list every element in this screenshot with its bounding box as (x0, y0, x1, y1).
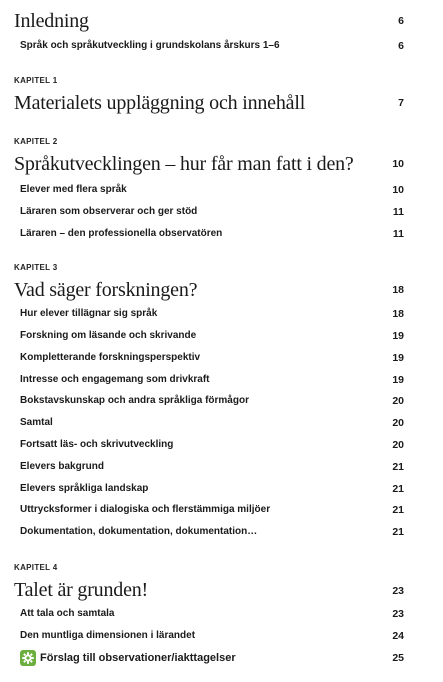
toc-entry-page: 23 (392, 608, 404, 620)
toc-entry: Uttrycksformer i dialogiska och flerstämmiga miljöer (20, 504, 271, 515)
toc-entry: Samtal (20, 417, 53, 428)
toc-entry-page: 19 (392, 352, 404, 364)
toc-entry: Intresse och engagemang som drivkraft (20, 374, 210, 385)
chapter-4-kicker: KAPITEL 4 (14, 563, 58, 572)
toc-entry: Språk och språkutveckling i grundskolans årskurs 1–6 (20, 40, 280, 51)
toc-entry: Dokumentation, dokumentation, dokumentation… (20, 526, 258, 537)
chapter-4-title: Talet är grunden! (14, 579, 149, 601)
toc-entry-page: 20 (392, 439, 404, 451)
toc-entry: Den muntliga dimensionen i lärandet (20, 630, 196, 641)
toc-entry: Förslag till observationer/iakttagelser (40, 652, 236, 664)
toc-entry: Elever med flera språk (20, 184, 127, 195)
toc-entry-page: 11 (392, 206, 404, 218)
toc-entry: Fortsatt läs- och skrivutveckling (20, 439, 174, 450)
chapter-2-page: 10 (392, 158, 404, 170)
chapter-3-title: Vad säger forskningen? (14, 279, 198, 301)
gear-icon-glyph (20, 650, 36, 666)
chapter-3-page: 18 (392, 284, 404, 296)
toc-entry-page: 24 (392, 630, 404, 642)
toc-entry: Läraren – den professionella observatören (20, 228, 223, 239)
toc-entry: Läraren som observerar och ger stöd (20, 206, 198, 217)
toc-entry: Elevers bakgrund (20, 461, 104, 472)
toc-entry: Forskning om läsande och skrivande (20, 330, 197, 341)
chapter-1-kicker: KAPITEL 1 (14, 76, 58, 85)
toc-entry-page: 25 (392, 652, 404, 664)
toc-entry-page: 6 (398, 40, 404, 52)
gear-icon (20, 650, 36, 666)
toc-entry-page: 21 (392, 526, 404, 538)
toc-entry-page: 20 (392, 395, 404, 407)
chapter-1-page: 7 (398, 97, 404, 109)
intro-title: Inledning (14, 10, 89, 32)
toc-entry-page: 21 (392, 461, 404, 473)
toc-entry: Hur elever tillägnar sig språk (20, 308, 158, 319)
toc-entry: Kompletterande forskningsperspektiv (20, 352, 201, 363)
toc-entry-page: 21 (392, 483, 404, 495)
toc-entry-page: 19 (392, 374, 404, 386)
chapter-2-title: Språkutvecklingen – hur får man fatt i den? (14, 153, 354, 175)
chapter-4-page: 23 (392, 585, 404, 597)
toc-entry-page: 21 (392, 504, 404, 516)
toc-entry-page: 11 (392, 228, 404, 240)
chapter-3-kicker: KAPITEL 3 (14, 263, 58, 272)
chapter-2-kicker: KAPITEL 2 (14, 137, 58, 146)
toc-entry: Bokstavskunskap och andra språkliga förmågor (20, 395, 249, 406)
intro-page: 6 (398, 15, 404, 27)
toc-entry-page: 20 (392, 417, 404, 429)
toc-entry-page: 10 (392, 184, 404, 196)
toc-entry-page: 19 (392, 330, 404, 342)
chapter-1-title: Materialets uppläggning och innehåll (14, 92, 306, 114)
toc-entry: Elevers språkliga landskap (20, 483, 149, 494)
toc-entry: Att tala och samtala (20, 608, 115, 619)
toc-entry-page: 18 (392, 308, 404, 320)
